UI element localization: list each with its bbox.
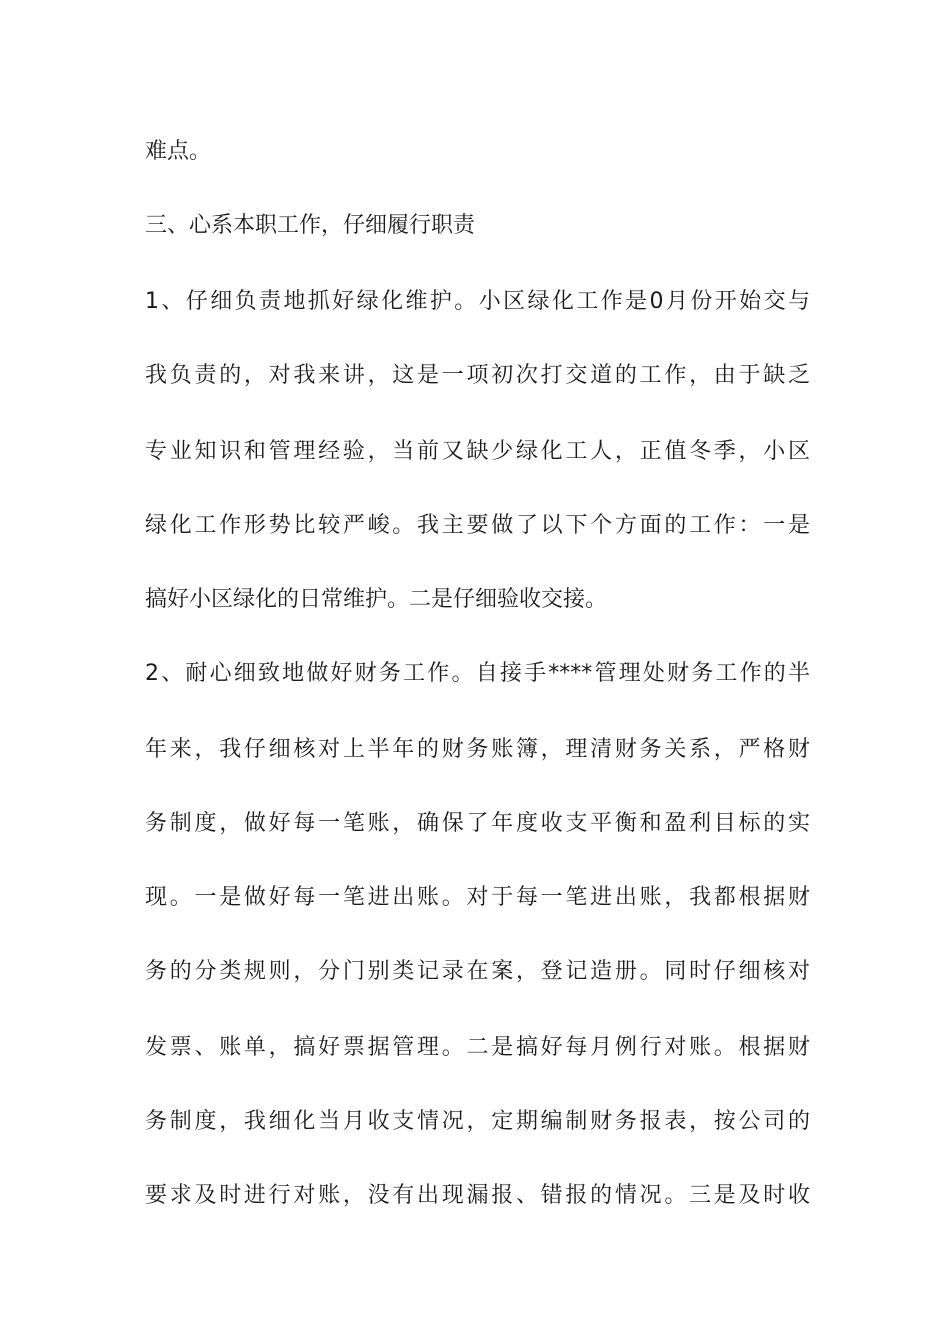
text-line: 2、耐心细致地做好财务工作。自接手****管理处财务工作的半 — [145, 661, 810, 686]
text-line: 专业知识和管理经验，当前又缺少绿化工人，正值冬季，小区 — [145, 439, 810, 464]
text-line: 搞好小区绿化的日常维护。二是仔细验收交接。 — [145, 587, 608, 612]
text-line: 要求及时进行对账，没有出现漏报、错报的情况。三是及时收 — [145, 1183, 810, 1208]
section-heading: 三、心系本职工作，仔细履行职责 — [145, 213, 476, 238]
text-line: 年来，我仔细核对上半年的财务账簿，理清财务关系，严格财 — [145, 737, 810, 762]
text-line: 务制度，做好每一笔账，确保了年度收支平衡和盈利目标的实 — [145, 811, 810, 836]
text-line: 现。一是做好每一笔进出账。对于每一笔进出账，我都根据财 — [145, 885, 810, 910]
text-line: 务的分类规则，分门别类记录在案，登记造册。同时仔细核对 — [145, 959, 810, 984]
text-line: 难点。 — [145, 139, 212, 164]
text-line: 绿化工作形势比较严峻。我主要做了以下个方面的工作：一是 — [145, 513, 810, 538]
text-line: 发票、账单，搞好票据管理。二是搞好每月例行对账。根据财 — [145, 1035, 810, 1060]
text-line: 1、仔细负责地抓好绿化维护。小区绿化工作是0月份开始交与 — [145, 289, 810, 314]
text-line: 我负责的，对我来讲，这是一项初次打交道的工作，由于缺乏 — [145, 363, 810, 388]
text-line: 务制度，我细化当月收支情况，定期编制财务报表，按公司的 — [145, 1109, 810, 1134]
